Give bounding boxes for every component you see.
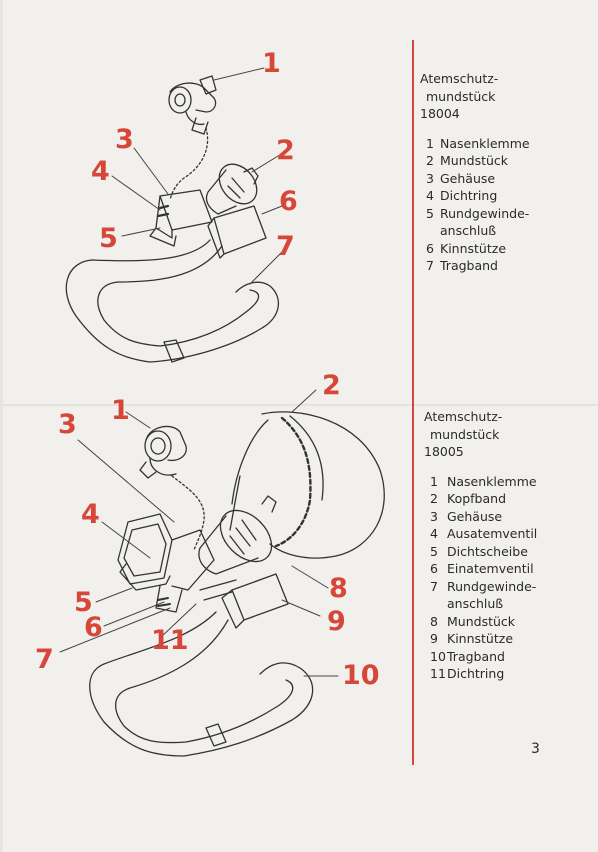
callout-9-chin-rest: 9 [327,606,346,637]
legend-model-number: 18005 [424,444,464,459]
legend-item-number: 4 [426,188,434,203]
legend-item-label: Gehäuse [447,508,503,524]
legend-item-number: 7 [430,578,438,594]
legend-item [426,152,590,170]
legend-item-label: Dichtring [440,188,498,203]
legend-item-number: 6 [430,561,438,576]
callout-10-strap: 10 [342,660,380,691]
legend-item-label: Einatemventil [447,561,534,576]
legend-item [430,490,594,508]
callout-1-nose-clip: 1 [111,395,130,426]
legend-item [430,508,594,526]
legend-item-label [447,578,594,613]
legend-items [426,135,590,275]
legend-item [430,613,594,631]
callout-3-housing: 3 [58,409,77,440]
legend-item [430,473,594,491]
legend-model-number: 18004 [420,106,460,121]
nose-clip-1 [169,76,216,134]
legend-item [430,525,594,543]
chain-1 [170,128,208,200]
callout-1-nose-clip: 1 [262,48,281,79]
legend-item-number: 11 [430,666,446,681]
nose-clip-2 [140,426,186,478]
legend-title-line2: mundstück [430,426,500,442]
callout-7-strap: 7 [276,231,295,262]
legend-item [426,187,590,205]
callout-8-mouthpiece: 8 [329,573,348,604]
legend-item-number: 3 [430,508,438,524]
legend-item-number: 4 [430,526,438,541]
legend-item [426,240,590,258]
legend-item-number: 8 [430,613,438,629]
legend-item [430,560,594,578]
callout-4-exhalation-valve: 4 [81,499,100,530]
legend-items [430,473,594,683]
legend-item-label: Nasenklemme [440,135,530,151]
callout-3-housing: 3 [115,124,134,155]
callout-6-inhalation-valve: 6 [84,612,103,643]
legend-item-number: 3 [426,170,434,186]
legend-item-number: 2 [426,153,434,168]
legend-item [430,665,594,683]
legend-item-label: Mundstück [440,153,509,168]
legend-item-label: Ausatemventil [447,526,538,541]
legend-18004 [420,70,590,275]
legend-item-number: 1 [426,135,434,151]
legend-item-label: Gehäuse [440,170,496,186]
drawing-18004 [66,76,278,362]
housing-1 [150,190,212,246]
mouthpiece-1 [206,157,264,214]
callout-5-thread-connection: 5 [99,223,118,254]
legend-title-line1: Atemschutz- [420,71,499,86]
legend-item-label-line1: Rundgewinde- [447,578,537,594]
legend-item-number: 9 [430,631,438,646]
legend-item [430,648,594,666]
legend-item-label-line2: anschluß [440,223,497,238]
chin-rest-2 [222,574,288,628]
legend-item [430,578,594,613]
legend-18005 [424,408,594,683]
legend-item [426,170,590,188]
legend-item-label: Mundstück [447,613,516,629]
legend-item-label [440,205,590,240]
legend-item-number: 7 [426,258,434,273]
legend-item-label: Nasenklemme [447,473,537,489]
legend-item [430,543,594,561]
legend-item-label: Tragband [447,648,505,664]
legend-item [426,205,590,240]
housing-2 [118,514,214,612]
legend-item-number: 10 [430,648,446,664]
legend-item-label: Kinnstütze [440,240,507,256]
legend-item [426,257,590,275]
legend-item-number: 5 [430,543,438,559]
legend-item-label: Kopfband [447,491,507,506]
callout-2-mouthpiece: 2 [276,135,295,166]
legend-item-number: 6 [426,240,434,256]
legend-title-line1: Atemschutz- [424,409,503,424]
legend-item-label: Dichtring [447,666,505,681]
legend-item-label: Kinnstütze [447,631,514,646]
legend-item [430,630,594,648]
callout-7-thread-connection: 7 [35,644,54,675]
legend-item-label: Dichtscheibe [447,543,528,559]
legend-item-number: 2 [430,491,438,506]
callout-4-sealing-ring: 4 [91,156,110,187]
legend-item-label-line2: anschluß [447,596,504,611]
callout-11-sealing-ring: 11 [151,625,189,656]
legend-item [426,135,590,153]
callout-5-sealing-disc: 5 [74,587,93,618]
callout-6-chin-rest: 6 [279,186,298,217]
page-number: 3 [531,741,540,757]
callout-2-head-band: 2 [322,370,341,401]
strap-2 [90,612,313,756]
legend-item-label: Tragband [440,258,498,273]
legend-item-number: 1 [430,473,438,489]
legend-title-line2: mundstück [426,88,496,104]
legend-item-label-line1: Rundgewinde- [440,205,530,221]
legend-item-number: 5 [426,205,434,221]
